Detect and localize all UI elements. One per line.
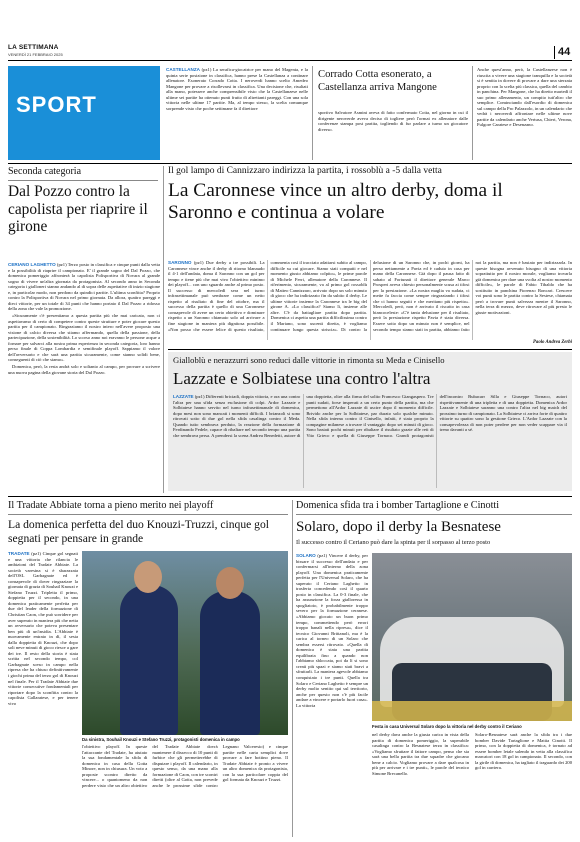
kicker-rule bbox=[296, 514, 572, 515]
seconda-title: Dal Pozzo contro la capolista per riaprire il girone bbox=[8, 183, 148, 235]
player-left-head bbox=[134, 561, 162, 593]
castellanza-body: (pz1) La serafica-giocatrice per mano del Magenta, e la quinta serie posizione in classifica, hanno prese la Castellanza a continare allenatore. Esonerato Corrado Cotta. I neroverdi hanno scelto Amedeo Mangone per provare a risollevarsi in classifica. Una decisione che, risultati alla mano, potessere anche comprensibile visto che la Castellanzese nelle ultime sei partite ha ottenuto punti frutto di altrettanti pareggi. Con una sola vittoria nelle ultime 17 partite. Ma, al tempo stesso, la scelta comunque sorprende visto che poche settimane fa il direttore bbox=[166, 67, 308, 111]
tradate-title: La domenica perfetta del duo Knouzi-Truzzi, cinque gol segnati per pensare in grande bbox=[8, 518, 269, 545]
solaro-col2: nel derby dava anche la giusta carica in vista della partita di domenica pomeriggio, la superabile casalinga contro la Besnatese terza in classifica: «Vogliamo sfruttare il fattore campo, penso che sia sarà una bella partita tra due squadre che giocano bene a calcio. Vogliamo provare a dare qualcosa in più per arrivare e i tre punti», le parole del tecnico Simone Brecanello. bbox=[372, 732, 469, 776]
tradate-photo bbox=[82, 551, 288, 735]
lazzate-lead: LAZZATE bbox=[173, 394, 194, 399]
main-title: La Caronnese vince un altro derby, doma il Saronno e continua a volare bbox=[168, 180, 503, 223]
main-kicker: Il gol lampo di Cannizzaro indirizza la partita, i rossoblù a -5 dalla vetta bbox=[168, 166, 442, 176]
castellanza-lead: CASTELLANZA bbox=[166, 67, 200, 72]
player-left bbox=[120, 585, 178, 735]
castellanza-column bbox=[166, 67, 308, 159]
section-title: SPORT bbox=[16, 92, 97, 117]
lazzate-kicker: Gialloblù e nerazzurri sono reduci dalle vittorie in rimonta su Meda e Cinisello bbox=[173, 355, 445, 365]
solaro-col1 bbox=[296, 553, 368, 837]
player-right bbox=[200, 591, 260, 735]
brand: LA SETTIMANA bbox=[8, 44, 59, 51]
solaro-photo bbox=[372, 553, 572, 721]
lazzate-text: (pz1) Differenti briciadi, doppia vittoria, e ora una contro l'altra per una sfida senza esclusione di colpi. Ardor Lazzate e Solbiatese hanno servito nel turno infrasettimanale di domenica, dopo mesi non sono mancati i momenti difficili. I brianzoli si sono ritrovati sotto di due gol nella sfida casalinga contro il Meda. Quando tutto sembrava perduto, la reazione della formazione di Ferdinando Fedele, capace di ribaltare nel secondo tempo una partita che sembrava persa. A prendersi la scena Andrea Benedetti, autore di una doppietta, oltre alla firma del solito Francesco Giangaspero. Tre punti sudati, forse insperati a un certo punto della partita, ma che permettono all'Ardor Lazzate di uscire dopo il momento difficile. Brivido anche per la Solbiatese, par durato solo qualche minuto. Nella sfida interna contro il Cinisello, infatti, è stata proprio la compagine milanese a trovare il vantaggio dopo sei minuti di gioco. Sono bastati pochi minuti per ribaltare il risultato grazie alle reti di Vito Grieco e quella di Giuseppe Tornaco. Grandi protagonisti dell'incontro Bubacarr Silla e Giuseppe Tornaco, autori rispettivamente di una tripletta e di una doppietta. Domenica Ardor Lazzate e Solbiatese saranno una contro l'altra nel big match del prossimo turno di campionato. La Solbiatese ci arriva forte di quattro vittorie su quattro sono la gestione Grieco. L'Ardor Lazzate con la consapevolezza di non poter perdere per non veder scappare via il treno davanti a sé. bbox=[173, 394, 567, 438]
lazzate-body bbox=[173, 394, 567, 488]
main-lead: SARONNO bbox=[168, 260, 192, 265]
divider bbox=[472, 66, 473, 160]
cotta-body: sportivo Salvatore Asmini aveva di fatto confermato Cotta, nel giorno in cui il dirigente neroverde aveva deciso di togliere però l'ormai ex allenatore dalle conferenze stampa post partita, togliendo di fur parlare a turno un giocatore diverso. bbox=[318, 110, 468, 132]
cotta-title: Corrado Cotta esonerato, a Castellanza arriva Mangone bbox=[318, 69, 437, 93]
solaro-subtitle: Il successo contro il Ceriano può dare la spinta per il sorpasso al terzo posto bbox=[296, 539, 491, 546]
lazzate-title: Lazzate e Solbiatese una contro l'altra bbox=[173, 369, 431, 388]
tradate-kicker: Il Tradate Abbiate torna a pieno merito nei playoff bbox=[8, 500, 214, 511]
solaro-kicker: Domenica sfida tra i bomber Tartaglione e Cinotti bbox=[296, 500, 500, 511]
divider bbox=[312, 66, 313, 160]
seconda-paragraph: (pz1) Terzo posto in classifica e cinque punti dalla vetta e la possibilità di riaprire il campionato. E' il grande sogno del Dal Pozzo, che domenica pomeriggio affronterà la capolista Polisportiva di Novara al grande sogno di vivere un'altra giornata da protagonista. Al secondo anno in Seconda categoria i gialloneri stanno andando al di sopra delle aspettative di inizio stagione e, in particolar modo, non perdono da quindici partite. L'ultima sconfitta? Proprio contro la Polisportiva di Novara nel primo giornata. Da allora, quattro pareggi e dieci vittorie, per un totale di 34 punti che hanno portato il Dal Pozzo a ridosso della zona che vale la promozione. bbox=[8, 262, 160, 312]
castellanza-side: Anche quest'anno, però, la Castellanzese non è riuscita a vivere una stagione tranquilla e la società si è sentita in dovere di provare a dare una sterzata proprio con la scelta più classica, quella del cambio in panchina. Per Mangone, che ha diretto martedì il suo primo allenamento, un compito tutt'altro che semplice. Cominciando dall'esordio di domenica sul campo della Pro Palazzolo, in un calendario che vedrà i neroverdi affrontare nelle ultime nove partite da calendario anche Vertusa, Chieri, Verona, Fulgore Caratese e Desenzano. bbox=[477, 67, 572, 128]
solaro-col3: Solaro-Besnatese sarà anche la sfida tra i due bomber Davide Tartaglione e Mattia Cinotti. Il primo, con la doppietta di domenica, è tornato ad essere bomber letale salendo in vetta alla classifica marcatori con 18 gol in campionato. Il secondo, con la girile di domenica, ha tagliato il traguardo dei 200 gol in carriera. bbox=[475, 732, 572, 771]
tradate-lead: TRADATE bbox=[8, 551, 30, 556]
main-author: Paolo Andrea Zerbi bbox=[533, 340, 572, 345]
issue-date: VENERDÌ 21 FEBBRAIO 2025 bbox=[8, 52, 63, 57]
divider bbox=[292, 500, 293, 837]
seconda-paragraph: Domenica, però, la resta andrà solo e soltanto al campo, per provare a scrivere una nuova pagina della giovane storia del Dal Pozzo. bbox=[8, 364, 160, 375]
main-text: (pz1) Due derby a tre possibili. La Caronnese vince anche il derby di ritorno blanaudo il 4-1 dell'andata, doma il Saronno con un gol per tempo e tiene più che mai vivo l'obiettivo minimo dei playoff... con uno sguardo anche al primo posto. Il successo di mercoledì sera nel turno infrasettimanale può sembrare come un netto rispetto al risultato di fine del ottobre, ma il successo della partita è quello di una Caronnese consapevole di avere un certo obiettivo e dominare rispetto a un Saronno chiamato solo ad arrivare a fine stagione in maniera più dignitosa possibile. «Non posso che essere felice di questo risultato, commenta così il tracciato adattarsi subito al campo, difficile su cui giocare. Siamo stati compatti e nel momento giusto abbiamo colpito», le prime parole di Michele Ferri, allenatore della Caronnese. Il riferimento, sicuramente, va al primo gol rossoblù di Matteo Cannizzaro, arrivato dopo un solo minuto di gioco che ha indirizzato fin da subito il derby. Le ultime vittorie insieme la Caronnese tra le big del girone A. «Lo classifica? Siamo lì, insieme alle altre. C'è da battagliare partita dopo partita. Domenica ci aspetta una partita difficilissima contro il Mariano, sono uscenti diretta, è vogliamo continuare lungo questa striscia». Di contro la delusione di un Saronno che, in pochi giorni, ha perso nettamente a Pavia ed è caduto in casa per mano della Caronnese. Già dopo il pausa fatto di sabato al Fortunati il direttore generale Marco Prosperi aveva chiesto personalmente scusa ai tifosi per la prestazione. «La nostra maglia va sudata, ci mette fa faccia come sempre ringraziando i tifosi che ci hanno seguiti e che meritano più rispetto». Mercoledì, però, non è arrivato il riscatto in casa biancoceleste: «C'è tanta delusione per il risultato, però la prestazione rispetto Pavia è stata diversa. Essere sotto dopo un minuto non è semplice, nel secondo tempo siamo stati in partita, abbiamo fatto noi la partita, ma non è bastato per indirizzarla. In queste bisogna avvenuto bisogno di una vittoria soprattutto per il nostro morale, vogliamo trovarla già domenica per dare una svolta al nostro momento difficile», le parole di Fabio Tibaldo che ha sostituito in panchina Fiorenzo Roncari. Crescere voi punti sono le partita contro la Sestese, chiamata però a trovare punti salvezza mentre il Saronno, nella terra di mezzo, deve ritrovare al più presto le giuste motivazioni. bbox=[168, 260, 572, 332]
solaro-lead: SOLARO bbox=[296, 553, 316, 558]
player-right-head bbox=[216, 567, 244, 599]
main-body bbox=[168, 260, 572, 340]
solaro-text: (pz1) Vincere il derby, per bissare il successo dell'andata e per confermarsi all'interno della zona playoff. Una domenica praticamente perfetta per l'Universal Solaro, che ha superato il Ceriano Laghetto in trasferta concedendo così il quarto posto in classifica. La 0-3 finale, che ha assunzione la forza gialloressa in spogliatoio, è probabilmente troppo severo per la formazione ceranese. «Abbiamo giocato un buon primo tempo, commettendo però errori troppo banali nella ripresa», dice il tecnico Giovanni Brittanoli, ma è la carica al torneo di un Solaro che sembra essersi ritrovato. «Quella di domenica è stata una partita equilibrata fino a quando non l'abbiamo sbloccata, poi da lì si sono creati più spazi e siamo stati bravi a sfruttarli. La maniera agevole abbiamo conquistato i tre punti. Quella tra Solaro e Ceriano Laghetto è sempre un derby molto sentito qui sul territorio, anche per questo non c'è più facile andare a vincere e portarlo fuori casa». La vittoria bbox=[296, 553, 368, 708]
tradate-text: (pz1) Cinque gol segnati e una vittoria che rilancia le ambizioni del Tradate Abbiate. La società varesina si è sbarazzata dell'OSL Garbagnate ed è consapevole di dover ringraziare la giornata di grazia di Souhail Knouzi e Stefano Truzzi. Tripletta il primo, doppietta per il secondo, in una domenica praticamente perfetta per due del leader della formazione di Christian Caon, che può sorridere per aver superato in maniera più che netta un avversario che poteva presentare ben più di un'insidia. L'Abbiate è nuovamente entrato in dì, il sesta dalla doppietta di Knouzi, che dopo soli neve minuti di gioco riesce a gare dei tre. Il resto della storia è stata scritta nel secondo tempo, col Garbagnate sceso in campo nella ripresa che ha chiuso definitivamente i giochi prima del terzo gol di Knouzi nel finale. Per il Tradate Abbiate due vittorie consecutive fondamentali per riportare dopo la sconfitta contro la capolista Gallaratese, e per tenere vivo bbox=[8, 551, 78, 706]
kicker-rule bbox=[8, 180, 158, 181]
tradate-col2: l'obiettivo playoff. In queste l'attaccante del Tradate, ha aiutato la sua fondamentale la sfida di domenica in casa della Gotta Minore, non in chiusura. Un voto a proposte scontro diretto da vincere... o quantomeno da non perdere visto che un altro obiettivo del Tradate Abbiate dovrà mantenere il dissecco di 10 punti di furbice che gli permetterebbe di disputare i playoff. Il calendario, in questo senso, da una mano alla formazione di Caon, con tre scontri diretti (oltre al Gotta, non prevede anche le prossime sfide contro Legnano Valceresio) e cinque partite nelle carta semplici dove provare a fare bottino pieno. Il Tradate Abbiate è pronto a vivere un altro domenica da protagonista, con la sua particolare coppia del gol formata da Knouzi e Truzzi. bbox=[82, 744, 288, 788]
section-rule bbox=[168, 349, 572, 350]
section-rule bbox=[8, 163, 572, 164]
solaro-caption: Festa in casa Universal Solaro dopo la vittoria nel derby contro il Ceriano bbox=[372, 724, 522, 729]
header-rule bbox=[8, 60, 572, 61]
divider bbox=[163, 166, 164, 493]
solaro-title: Solaro, dopo il derby la Besnatese bbox=[296, 519, 501, 535]
seconda-kicker: Seconda categoria bbox=[8, 166, 82, 177]
seconda-lead: CERIANO LAGHETTO bbox=[8, 262, 56, 267]
tradate-col1 bbox=[8, 551, 78, 837]
tradate-caption: Da sinistra, Souhail Knouzi e Stefano Truzzi, protagonisti domenica in campo bbox=[82, 737, 240, 742]
section-rule bbox=[8, 496, 572, 497]
page-number: 44 bbox=[558, 46, 571, 58]
banner bbox=[372, 701, 572, 721]
section-badge bbox=[8, 66, 160, 160]
seconda-paragraph: «Sicuramente c'è presentiamo a questa partita più che mai caricato, non ci aspettavamo di certo di competere contro queste strutture e poter giocare questo partita per il campionato. Ringraziamo il nostro intero nell'avere proposto una visione di calcio diversa che stiamo affermando, quella della passione, della partecipazione, della sostenibilità. Lo scorso anno noi eravamo le persone acque a fornare per salvarci alla nostra prima esperienza in seconda categoria, loro hanno perso finale di Coppa Lombardia e semifinale playoff. Sappiamo il valore dell'avversario e che sarà una partita sicuramente, come stanno solidi bene, conseguenti di ciò che siamo». bbox=[8, 313, 160, 363]
kicker-rule bbox=[8, 514, 288, 515]
header-divider bbox=[554, 46, 555, 59]
seconda-column bbox=[8, 262, 160, 493]
